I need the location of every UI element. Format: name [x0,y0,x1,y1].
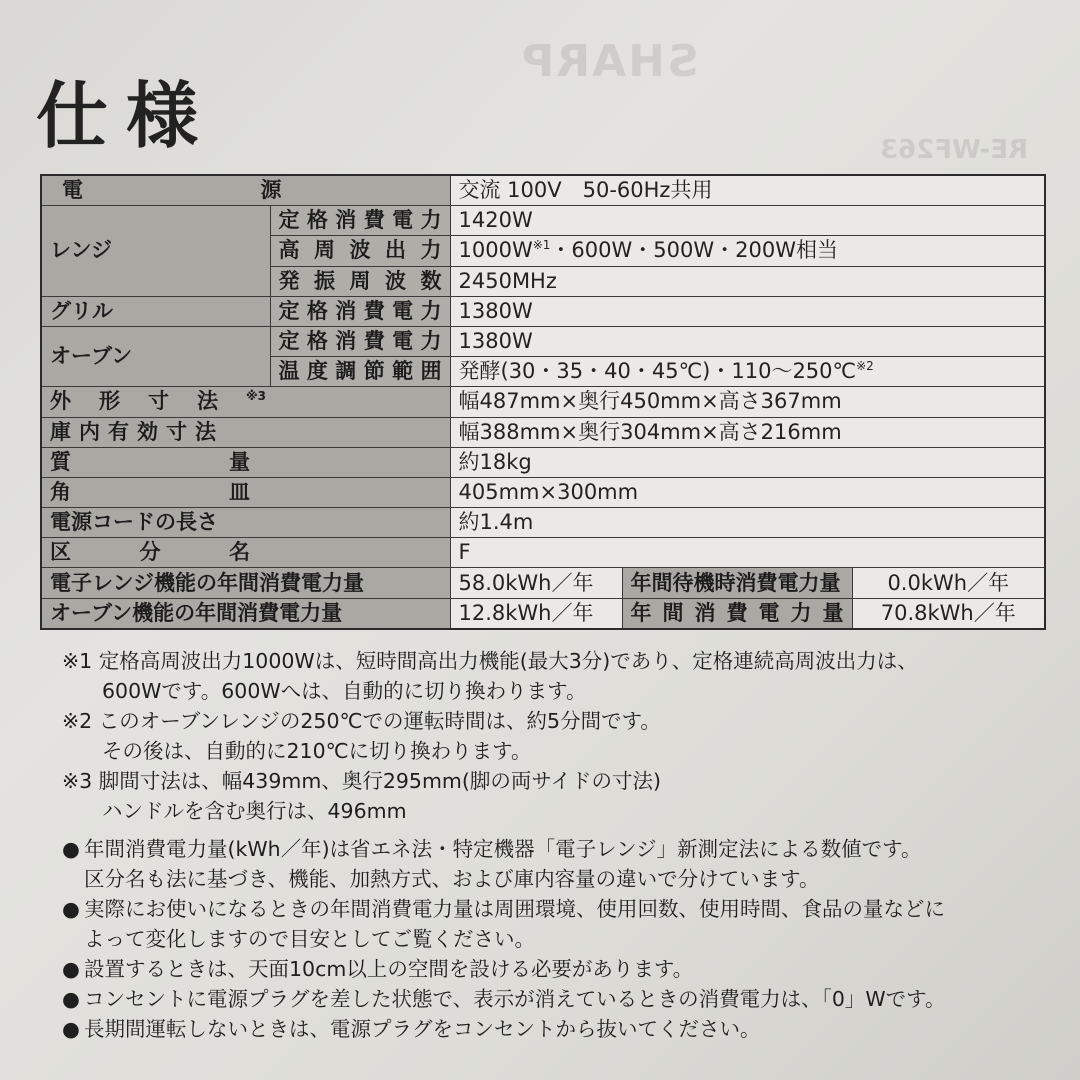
table-row [41,568,1045,598]
bullet-icon: ● [62,1017,80,1041]
spec-value: 405mm×300mm [450,477,1045,507]
spec-value: $1000W^{※1}$・600W・500W・200W相当 [450,236,1045,266]
spec-label: 角皿 [41,477,450,507]
spec-value: 1380W [450,296,1045,326]
footnote-text: 脚間寸法は、幅439mm、奥行295mm(脚の両サイドの寸法) [98,769,661,793]
spec-label: 電源コードの長さ [41,508,450,538]
spec-label: 電 源 [41,175,450,206]
footnote-text: 定格高周波出力1000Wは、短時間高出力機能(最大3分)であり、定格連続高周波出力は、 [98,649,918,673]
spec-label: 庫内有効寸法 [41,417,450,447]
footnote-text: このオーブンレンジの250℃での運転時間は、約5分間です。 [98,709,661,733]
footnote [62,766,1052,826]
spec-value: 交流 100V 50-60Hz共用 [450,175,1045,206]
spec-sub-label: 定格消費電力 [270,206,450,236]
spec-value: F [450,538,1045,568]
table-row [41,447,1045,477]
footnote-text: その後は、自動的に210℃に切り換わります。 [102,739,532,763]
spec-value: 1420W [450,206,1045,236]
bullet-item: ● 設置するときは、天面10cm以上の空間を設ける必要があります。 [62,954,1052,984]
footnote-mark: ※1 [532,238,551,253]
bullet-icon: ● [62,837,80,861]
bullet-item: ● コンセントに電源プラグを差した状態で、表示が消えているときの消費電力は、「0」Wです。 [62,984,1052,1014]
bullet-icon: ● [62,987,80,1011]
table-row [41,206,1045,236]
spec-value: 12.8kWh／年 [450,598,622,629]
spec-value: 70.8kWh／年 [852,598,1045,629]
footnote-mark: ※3 [246,389,267,404]
spec-label: オーブン機能の年間消費電力量 [41,598,450,629]
spec-value: 0.0kWh／年 [852,568,1045,598]
spec-label: 外形寸法$^{※3}$ [41,387,450,417]
spec-label: 年間消費電力量 [622,598,852,629]
spec-sub-label: 温度調節範囲 [270,357,450,387]
spec-group-label: オーブン [41,326,270,386]
spec-group-label: グリル [41,296,270,326]
table-row [41,296,1045,326]
table-row [41,508,1045,538]
spec-value: 約18kg [450,447,1045,477]
notes-section [62,646,1052,1044]
spec-sub-label: 発振周波数 [270,266,450,296]
spec-value: 58.0kWh／年 [450,568,622,598]
footnote-mark: ※1 [62,649,93,673]
spec-table [40,174,1046,630]
footnote-text: ハンドルを含む奥行は、496mm [102,799,407,823]
spec-label: 電子レンジ機能の年間消費電力量 [41,568,450,598]
background-brand-watermark: SHARP [520,36,699,87]
bullet-item: ● 実際にお使いになるときの年間消費電力量は周囲環境、使用回数、使用時間、食品の量などに よって変化しますので目安としてご覧ください。 [62,894,1052,954]
footnote-mark: ※2 [856,359,874,374]
background-model-watermark: RE-WF263 [880,135,1029,165]
footnote-mark: ※3 [62,769,93,793]
footnote-text: 600Wです。600Wへは、自動的に切り換わります。 [102,679,587,703]
spec-label: 年間待機時消費電力量 [622,568,852,598]
footnote [62,646,1052,706]
table-row [41,417,1045,447]
spec-label: 質量 [41,447,450,477]
spec-value: 幅487mm×奥行450mm×高さ367mm [450,387,1045,417]
spec-value: 1380W [450,326,1045,356]
table-row [41,326,1045,356]
table-row [41,387,1045,417]
table-row [41,598,1045,629]
bullet-item: ● 年間消費電力量(kWh／年)は省エネ法・特定機器「電子レンジ」新測定法による数値です。 区分名も法に基づき、機能、加熱方式、および庫内容量の違いで分けています。 [62,834,1052,894]
page-title: 仕様 [36,74,217,158]
table-row [41,538,1045,568]
spec-group-label: レンジ [41,206,270,297]
footnote [62,706,1052,766]
footnote-mark: ※2 [62,709,93,733]
spec-sub-label: 高周波出力 [270,236,450,266]
table-row [41,477,1045,507]
spec-value: 幅388mm×奥行304mm×高さ216mm [450,417,1045,447]
bullet-icon: ● [62,897,80,921]
spec-value: 約1.4m [450,508,1045,538]
spec-label: 区分名 [41,538,450,568]
bullet-item: ● 長期間運転しないときは、電源プラグをコンセントから抜いてください。 [62,1014,1052,1044]
spec-sub-label: 定格消費電力 [270,326,450,356]
spec-value: 発酵(30・35・40・45℃)・110～250℃$^{※2}$ [450,357,1045,387]
bullet-icon: ● [62,957,80,981]
table-row [41,175,1045,206]
spec-sub-label: 定格消費電力 [270,296,450,326]
spec-value: 2450MHz [450,266,1045,296]
